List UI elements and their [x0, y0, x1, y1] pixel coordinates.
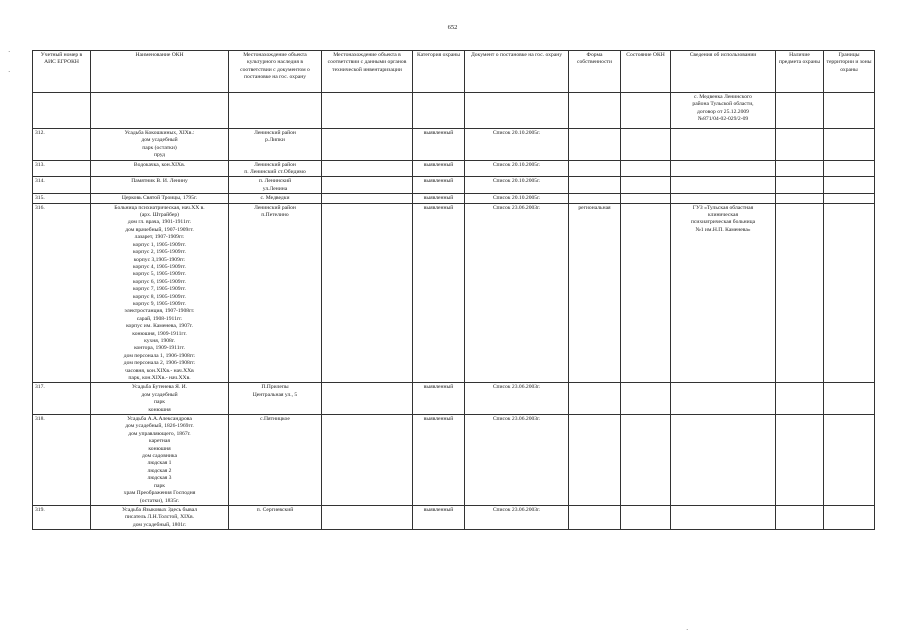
- header-cell: Документ о постановке на гос. охрану: [465, 51, 569, 93]
- object-location-bti: [322, 160, 413, 177]
- ownership-form: [569, 160, 621, 177]
- header-cell: Категория охраны: [413, 51, 465, 93]
- object-location: Ленинский район п. Ленинский ст.Обидимо: [229, 160, 322, 177]
- protection-subject: [776, 177, 824, 194]
- margin-mark: ·: [8, 68, 11, 76]
- protection-zones: [824, 129, 875, 161]
- object-name: Памятник В. И. Ленину: [91, 177, 229, 194]
- record-number: 315.: [33, 194, 91, 203]
- protection-document: Список 20.10.2005г.: [465, 194, 569, 203]
- protection-zones: [824, 194, 875, 203]
- usage-cell: с. Медвенка Ленинского района Тульской области, договор от 25.12.2009 №871/04-02-029/2-09: [671, 93, 776, 129]
- object-location: с. Медведки: [229, 194, 322, 203]
- header-cell: Сведения об использовании: [671, 51, 776, 93]
- table-row: [33, 415, 875, 506]
- protection-zones: [824, 160, 875, 177]
- object-location-bti: [322, 129, 413, 161]
- usage-info: ГУЗ «Тульская областная клиническая психиатрическая больница №1 им.Н.П. Каменева»: [671, 203, 776, 383]
- usage-info: [671, 194, 776, 203]
- object-name: Усадьба Бутенева Я. И. дом усадебный парк конюшня: [91, 383, 229, 415]
- ownership-form: [569, 383, 621, 415]
- usage-info: [671, 505, 776, 529]
- object-location: п. Ленинский ул.Ленина: [229, 177, 322, 194]
- object-name: Церковь Святой Троицы, 1795г.: [91, 194, 229, 203]
- protection-document: Список 23.06.2003г.: [465, 383, 569, 415]
- table-row: [33, 129, 875, 161]
- table-row: [33, 505, 875, 529]
- record-number: 317.: [33, 383, 91, 415]
- object-location-bti: [322, 194, 413, 203]
- protection-zones: [824, 177, 875, 194]
- object-location-bti: [322, 177, 413, 194]
- object-condition: [621, 129, 671, 161]
- protection-category: выявленный: [413, 383, 465, 415]
- protection-subject: [776, 203, 824, 383]
- object-condition: [621, 160, 671, 177]
- protection-category: выявленный: [413, 194, 465, 203]
- protection-category: выявленный: [413, 505, 465, 529]
- protection-document: Список 23.06.2003г.: [465, 505, 569, 529]
- margin-mark: ·: [8, 48, 11, 56]
- header-cell: Форма собственности: [569, 51, 621, 93]
- object-name: Усадьба А.А.Александрова дом усадебный, 1826-1969гг. дом управляющего, 1867г. каретная конюшня дом садовника людская 1 людская 2 людская 3 парк храм Преображения Господня (остатки), 1835г.: [91, 415, 229, 506]
- usage-info: [671, 129, 776, 161]
- protection-subject: [776, 505, 824, 529]
- ownership-form: [569, 505, 621, 529]
- ownership-form: [569, 415, 621, 506]
- header-cell: Границы территории и зоны охраны: [824, 51, 875, 93]
- protection-category: выявленный: [413, 415, 465, 506]
- header-cell: Местонахождение объекта культурного наследия в соответствии с документом о постановке на гос. охрану: [229, 51, 322, 93]
- object-condition: [621, 383, 671, 415]
- continuation-row: [33, 93, 875, 129]
- header-cell: Наименование ОКН: [91, 51, 229, 93]
- object-condition: [621, 415, 671, 506]
- header-cell: Наличие предмета охраны: [776, 51, 824, 93]
- object-condition: [621, 203, 671, 383]
- usage-info: [671, 383, 776, 415]
- header-cell: Учетный номер в АИС ЕГРОКН: [33, 51, 91, 93]
- usage-info: [671, 415, 776, 506]
- protection-category: выявленный: [413, 160, 465, 177]
- usage-info: [671, 160, 776, 177]
- object-location: Ленинский район п.Петелино: [229, 203, 322, 383]
- object-condition: [621, 194, 671, 203]
- object-location-bti: [322, 383, 413, 415]
- page-number: 652: [447, 24, 458, 31]
- record-number: 319.: [33, 505, 91, 529]
- protection-document: Список 23.06.2003г.: [465, 203, 569, 383]
- object-location: П.Прилепы Центральная ул., 5: [229, 383, 322, 415]
- object-name: Больница психиатрическая, нач.XX в. (арх. Штрайбер) дом гл. врача, 1901-1911гг. дом врачебный, 1907-1909гг. лазарет, 1907-1909гг. корпус 1, 1905-1909гг. корпус 2, 1905-1909гг. корпус 3,1905-1909гг. корпус 4, 1905-1909гг. корпус 5, 1905-1909гг. корпус 6, 1905-1909гг. корпус 7, 1905-1909гг. корпус 8, 1905-1909гг. корпус 9, 1905-1909гг. электростанция, 1907-1908гг. сарай, 1908-1911гг. корпус им. Каменева, 1907г. конюшня, 1909-1911гг. кухня, 1908г. контора, 1909-1911гг. дом персонала 1, 1906-1908гг. дом персонала 2, 1906-1908гг. часовня, кон.XIXв.- нач.XXв парк, кон.XIXв.- нач.XXв.: [91, 203, 229, 383]
- object-location: с.Пятницкое: [229, 415, 322, 506]
- ownership-form: [569, 177, 621, 194]
- header-row: [33, 51, 875, 93]
- object-location-bti: [322, 505, 413, 529]
- protection-zones: [824, 415, 875, 506]
- protection-subject: [776, 415, 824, 506]
- table-row: [33, 194, 875, 203]
- table-row: [33, 160, 875, 177]
- protection-document: Список 20.10.2005г.: [465, 160, 569, 177]
- protection-document: Список 20.10.2005г.: [465, 129, 569, 161]
- object-location: Ленинский район р.Липки: [229, 129, 322, 161]
- header-cell: Местонахождение объекта в соответствии с данными органов технической инвентаризации: [322, 51, 413, 93]
- record-number: 318.: [33, 415, 91, 506]
- object-condition: [621, 505, 671, 529]
- protection-document: Список 20.10.2005г.: [465, 177, 569, 194]
- object-name: Усадьба Кокошкиных, XIXв.: дом усадебный парк (остатки) пруд: [91, 129, 229, 161]
- object-condition: [621, 177, 671, 194]
- ownership-form: [569, 194, 621, 203]
- protection-subject: [776, 383, 824, 415]
- ownership-form: [569, 129, 621, 161]
- registry-table: [32, 50, 875, 530]
- record-number: 313.: [33, 160, 91, 177]
- protection-subject: [776, 160, 824, 177]
- table-row: [33, 383, 875, 415]
- object-name: Усадьба Языковых Здесь бывал писатель Л.Н.Толстой, XIXв. дом усадебный, 1801г.: [91, 505, 229, 529]
- protection-document: Список 23.06.2003г.: [465, 415, 569, 506]
- protection-subject: [776, 194, 824, 203]
- object-location-bti: [322, 203, 413, 383]
- protection-zones: [824, 383, 875, 415]
- margin-mark: ·: [686, 626, 689, 634]
- record-number: 314.: [33, 177, 91, 194]
- usage-info: [671, 177, 776, 194]
- table-row: [33, 177, 875, 194]
- protection-zones: [824, 505, 875, 529]
- table-row: [33, 203, 875, 383]
- record-number: 312.: [33, 129, 91, 161]
- ownership-form: региональная: [569, 203, 621, 383]
- object-name: Водокачка, кон.XIXв.: [91, 160, 229, 177]
- protection-zones: [824, 203, 875, 383]
- object-location-bti: [322, 415, 413, 506]
- record-number: 316.: [33, 203, 91, 383]
- protection-category: выявленный: [413, 129, 465, 161]
- header-cell: Состояние ОКН: [621, 51, 671, 93]
- protection-category: выявленный: [413, 177, 465, 194]
- object-location: п. Сергиевский: [229, 505, 322, 529]
- protection-category: выявленный: [413, 203, 465, 383]
- protection-subject: [776, 129, 824, 161]
